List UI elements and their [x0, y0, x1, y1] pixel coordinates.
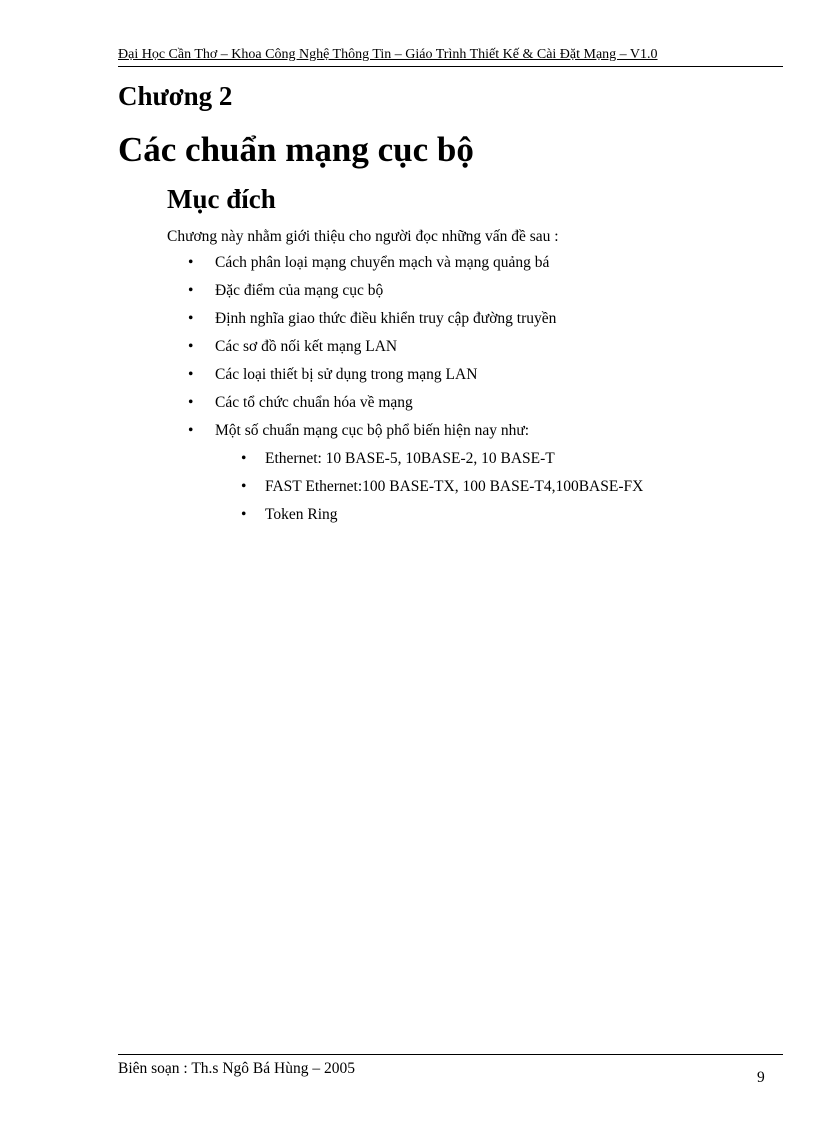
- objective-item: [184, 280, 556, 308]
- objective-item-text: Các tổ chức chuẩn hóa về mạng: [215, 394, 413, 411]
- page-header: [118, 46, 783, 67]
- objective-item-text: Các sơ đồ nối kết mạng LAN: [215, 338, 398, 355]
- bullet-icon: •: [241, 506, 247, 523]
- bullet-icon: •: [188, 394, 194, 411]
- standard-item: [235, 476, 643, 504]
- objective-item: [184, 392, 556, 420]
- bullet-icon: •: [188, 422, 194, 439]
- standard-item-text: Ethernet: 10 BASE-5, 10BASE-2, 10 BASE-T: [265, 450, 555, 467]
- bullet-icon: •: [188, 366, 194, 383]
- objective-item: [184, 336, 556, 364]
- objective-item: [184, 308, 556, 336]
- objective-item-text: Định nghĩa giao thức điều khiển truy cập đường truyền: [215, 310, 557, 327]
- standards-list: [235, 448, 643, 532]
- objective-item-text: Cách phân loại mạng chuyển mạch và mạng quảng bá: [215, 254, 550, 271]
- page-number: 9: [757, 1069, 765, 1086]
- footer-divider: [118, 1054, 783, 1055]
- objective-list: [184, 252, 556, 448]
- standard-item: [235, 448, 643, 476]
- objective-item-text: Một số chuẩn mạng cục bộ phổ biến hiện nay như:: [215, 422, 530, 439]
- chapter-number: Chương 2: [118, 81, 233, 111]
- bullet-icon: •: [188, 282, 194, 299]
- header-text: Đại Học Cần Thơ – Khoa Công Nghệ Thông Tin – Giáo Trình Thiết Kế & Cài Đặt Mạng – V1.0: [118, 47, 658, 62]
- section-intro: Chương này nhằm giới thiệu cho người đọc những vấn đề sau :: [167, 228, 559, 245]
- standard-item-text: FAST Ethernet:100 BASE-TX, 100 BASE-T4,100BASE-FX: [265, 478, 644, 495]
- objective-item: [184, 252, 556, 280]
- standard-item: [235, 504, 643, 532]
- footer-author: Biên soạn : Th.s Ngô Bá Hùng – 2005: [118, 1060, 355, 1077]
- bullet-icon: •: [188, 338, 194, 355]
- bullet-icon: •: [241, 478, 247, 495]
- bullet-icon: •: [188, 254, 194, 271]
- objective-item-text: Các loại thiết bị sử dụng trong mạng LAN: [215, 366, 478, 383]
- objective-item: [184, 420, 556, 448]
- chapter-title: Các chuẩn mạng cục bộ: [118, 130, 474, 169]
- standard-item-text: Token Ring: [265, 506, 338, 523]
- bullet-icon: •: [188, 310, 194, 327]
- section-title: Mục đích: [167, 184, 276, 214]
- objective-item: [184, 364, 556, 392]
- bullet-icon: •: [241, 450, 247, 467]
- objective-item-text: Đặc điểm của mạng cục bộ: [215, 282, 384, 299]
